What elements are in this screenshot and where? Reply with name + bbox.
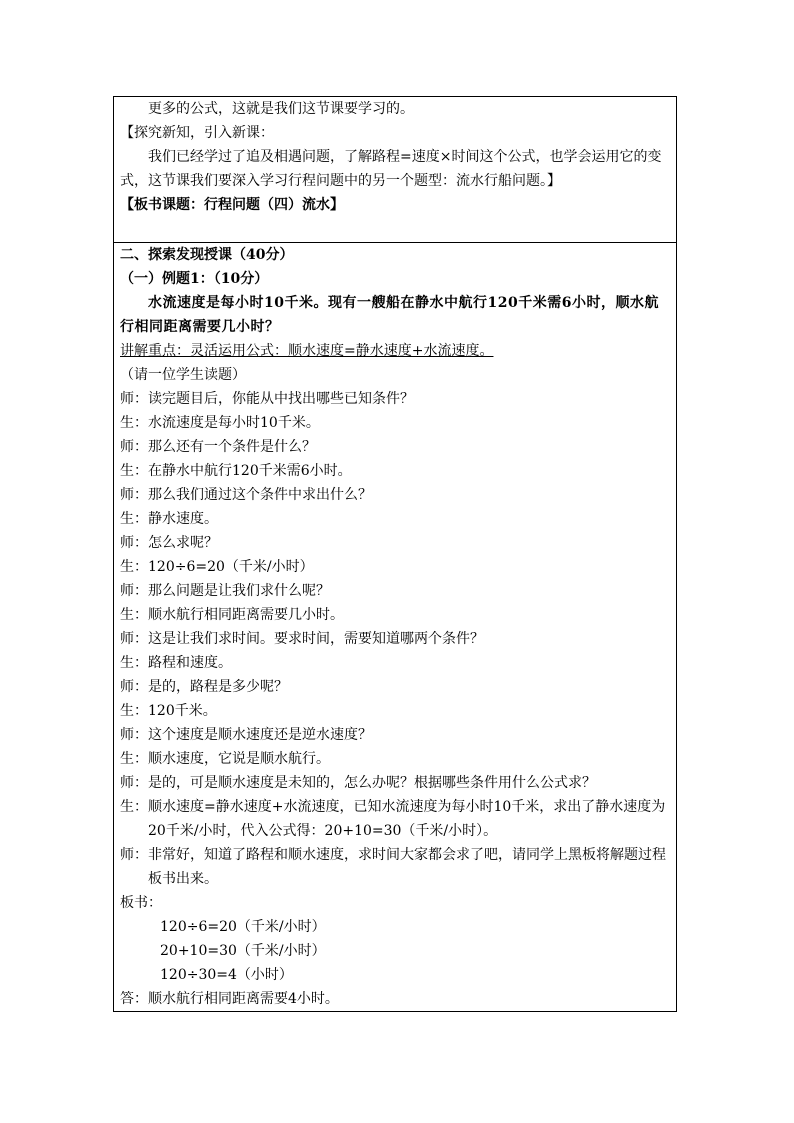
intro-cell	[114, 97, 677, 243]
explore-heading: 【探究新知，引入新课：	[120, 125, 274, 141]
answer-line: 答：顺水航行相同距离需要4小时。	[120, 991, 339, 1007]
table-row	[114, 243, 677, 1012]
board-label: 板书：	[120, 895, 162, 911]
dialogue-line: 师：这是让我们求时间。要求时间，需要知道哪两个条件？	[120, 631, 484, 647]
key-point: 讲解重点：灵活运用公式：顺水速度=静水速度+水流速度。	[120, 343, 494, 359]
dialogue-line: 师：这个速度是顺水速度还是逆水速度？	[120, 727, 372, 743]
section-heading: 二、探索发现授课（40分）	[120, 247, 294, 263]
lesson-cell	[114, 243, 677, 1012]
board-formula: 20+10=30（千米/小时）	[160, 943, 326, 959]
board-formula: 120÷30=4（小时）	[160, 967, 293, 983]
intro-paragraph: 我们已经学过了追及相遇问题，了解路程=速度×时间这个公式，也学会运用它的变式，这节课我们要深入学习行程问题中的另一个题型：流水行船问题。】	[120, 149, 662, 189]
dialogue-line: 师：是的，可是顺水速度是未知的，怎么办呢？根据哪些条件用什么公式求？	[120, 775, 596, 791]
dialogue-line: 师：那么问题是让我们求什么呢？	[120, 583, 330, 599]
dialogue-line: 师：那么我们通过这个条件中求出什么？	[120, 487, 372, 503]
instruction: （请一位学生读题）	[120, 367, 246, 383]
lesson-table	[113, 96, 677, 1012]
example-heading: （一）例题1：（10分）	[120, 271, 269, 287]
dialogue-line: 生：水流速度是每小时10千米。	[120, 415, 320, 431]
board-title: 【板书课题：行程问题（四）流水】	[120, 197, 344, 213]
dialogue-line: 生：在静水中航行120千米需6小时。	[120, 463, 352, 479]
dialogue-line: 生：顺水速度，它说是顺水航行。	[120, 751, 330, 767]
dialogue-line: 生：顺水速度=静水速度+水流速度，已知水流速度为每小时10千米，求出了静水速度为20千米/小时，代入公式得：20+10=30（千米/小时）。	[120, 799, 666, 839]
problem-text: 水流速度是每小时10千米。现有一艘船在静水中航行120千米需6小时，顺水航行相同距离需要几小时？	[120, 295, 659, 335]
dialogue-line: 生：120千米。	[120, 703, 217, 719]
dialogue-line: 师：是的，路程是多少呢？	[120, 679, 288, 695]
dialogue-line: 生：路程和速度。	[120, 655, 232, 671]
dialogue-line: 师：怎么求呢？	[120, 535, 218, 551]
board-formula: 120÷6=20（千米/小时）	[160, 919, 326, 935]
dialogue-line: 生：静水速度。	[120, 511, 218, 527]
intro-line: 更多的公式，这就是我们这节课要学习的。	[148, 101, 414, 117]
dialogue-line: 师：非常好，知道了路程和顺水速度，求时间大家都会求了吧，请同学上黑板将解题过程板书出来。	[120, 847, 666, 887]
dialogue-line: 师：那么还有一个条件是什么？	[120, 439, 316, 455]
dialogue-line: 师：读完题目后，你能从中找出哪些已知条件？	[120, 391, 414, 407]
table-row	[114, 97, 677, 243]
dialogue-line: 生：120÷6=20（千米/小时）	[120, 559, 314, 575]
dialogue-line: 生：顺水航行相同距离需要几小时。	[120, 607, 344, 623]
